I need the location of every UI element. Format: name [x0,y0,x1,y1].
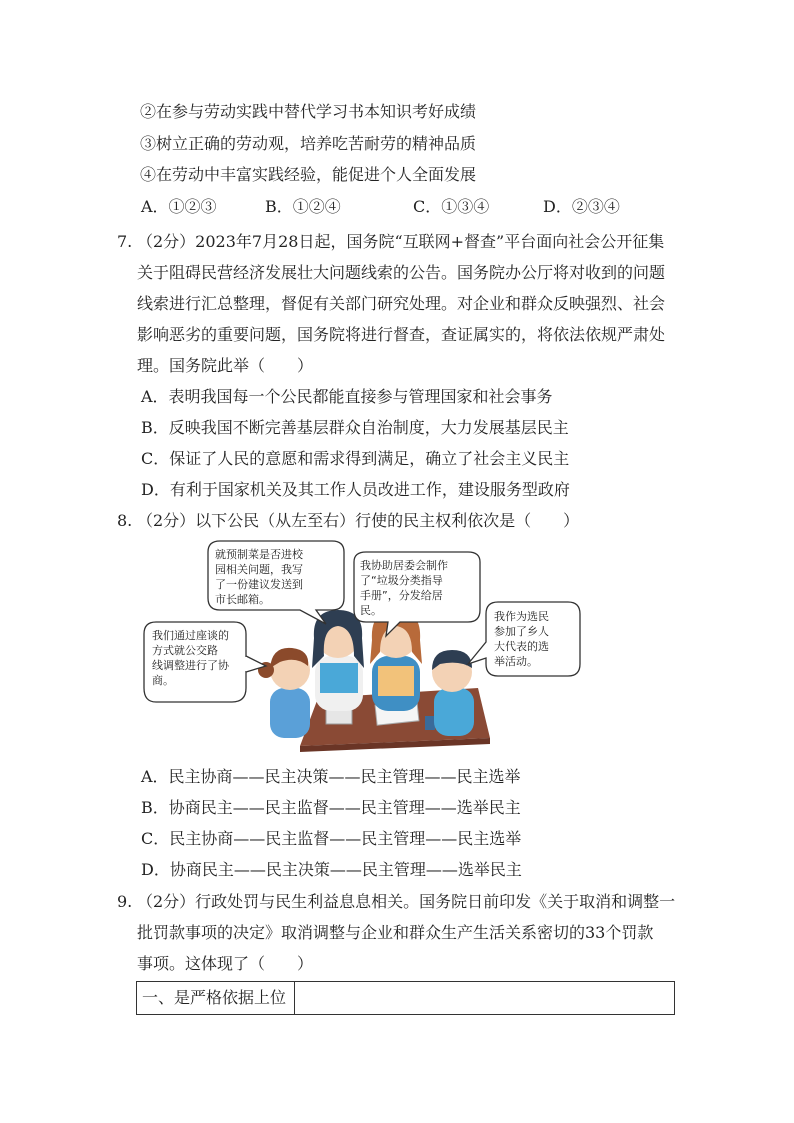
q7-option-c: C．保证了人民的意愿和需求得到满足，确立了社会主义民主 [141,449,570,468]
q8-stem: （2分）以下公民（从左至右）行使的民主权利依次是（ ） [137,511,580,530]
statement-4: ④在劳动中丰富实践经验，能促进个人全面发展 [140,165,477,184]
q7-line-2: 关于阻碍民营经济发展壮大问题线索的公告。国务院办公厅将对收到的问题 [137,263,666,282]
q7-option-a: A．表明我国每一个公民都能直接参与管理国家和社会事务 [141,387,553,406]
bubble-1-line-4: 商。 [152,674,174,687]
q9-table-empty-cell [295,982,674,1014]
bubble-1-line-2: 方式就公交路 [152,644,218,657]
speech-bubble-2 [208,541,344,624]
q6-option-b: B．①②④ [265,197,341,216]
bubble-4-line-4: 举活动。 [494,655,538,668]
bubble-3-line-1: 我协助居委会制作 [360,559,448,572]
q9-line-1: （2分）行政处罚与民生利益息息相关。国务院日前印发《关于取消和调整一 [137,892,676,911]
speech-bubble-1 [144,622,266,702]
bubble-3-line-3: 手册”，分发给居 [360,589,443,602]
speech-bubble-4 [468,602,580,676]
q6-option-c: C．①③④ [413,197,490,216]
statement-3: ③树立正确的劳动观，培养吃苦耐劳的精神品质 [140,134,477,153]
q9-table [136,981,675,1015]
bubble-1-line-1: 我们通过座谈的 [152,629,229,642]
bubble-4-line-2: 参加了乡人 [494,625,549,638]
q8-option-d: D．协商民主——民主决策——民主管理——选举民主 [141,860,522,879]
bubble-4-line-3: 大代表的选 [494,640,549,653]
person-1-figure [258,648,310,738]
bubble-2-line-1: 就预制菜是否进校 [215,548,303,561]
statement-2: ②在参与劳动实践中替代学习书本知识考好成绩 [140,102,477,121]
bubble-1-line-3: 线调整进行了协 [152,659,229,672]
q7-option-d: D．有利于国家机关及其工作人员改进工作，建设服务型政府 [141,480,570,499]
q6-options [141,197,620,217]
q9-table-cell: 一、是严格依据上位 [137,982,295,1014]
bubble-3-line-2: 了“垃圾分类指导 [360,574,443,587]
bubble-2-line-4: 市长邮箱。 [215,593,270,606]
q8-number: 8. [117,511,133,530]
q7-number: 7. [117,232,133,251]
q7-line-3: 线索进行汇总整理，督促有关部门研究处理。对企业和群众反映强烈、社会 [137,294,666,313]
bubble-4-line-1: 我作为选民 [494,610,549,623]
q8-option-b: B．协商民主——民主监督——民主管理——选举民主 [141,798,521,817]
q7-line-4: 影响恶劣的重要问题，国务院将进行督查，查证属实的，将依法依规严肃处 [137,325,666,344]
q8-option-a: A．民主协商——民主决策——民主管理——民主选举 [141,767,521,786]
q9-line-2: 批罚款事项的决定》取消调整与企业和群众生产生活关系密切的33个罚款 [137,923,654,942]
bubble-2-line-2: 园相关问题，我写 [215,563,303,576]
person-4-figure [432,650,474,736]
q6-option-d: D．②③④ [543,197,620,216]
person-2-figure [312,610,364,711]
bubble-2-line-3: 了一份建议发送到 [215,578,303,591]
bubble-3-line-4: 民。 [360,604,382,617]
q9-line-3: 事项。这体现了（ ） [137,954,314,973]
q8-illustration [140,538,585,753]
q7-line-1: （2分）2023年7月28日起，国务院“互联网+督查”平台面向社会公开征集 [137,232,665,251]
q9-number: 9. [117,892,133,911]
q8-option-c: C．民主协商——民主监督——民主管理——民主选举 [141,829,522,848]
q7-option-b: B．反映我国不断完善基层群众自治制度，大力发展基层民主 [141,418,569,437]
q6-option-a: A．①②③ [141,197,217,216]
q7-line-5: 理。国务院此举（ ） [137,356,314,375]
